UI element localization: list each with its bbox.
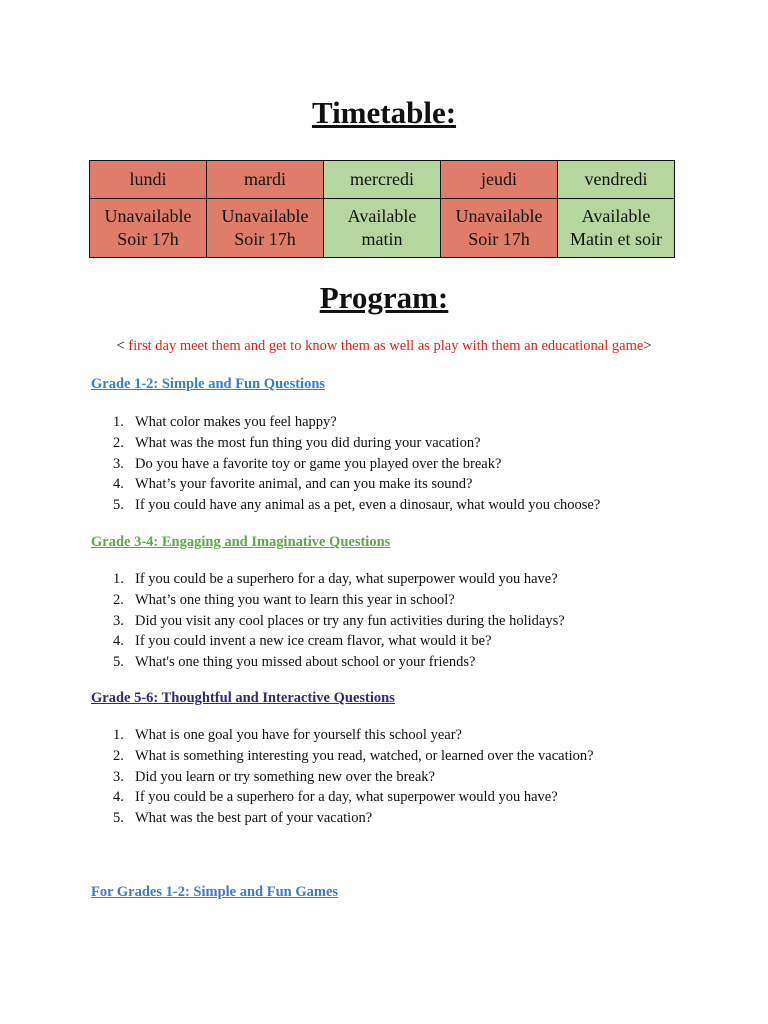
grade-5-6-questions — [0, 725, 594, 829]
program-title: Program: — [319, 280, 449, 315]
timetable-availability-row — [90, 199, 675, 258]
list-item: 1. What is one goal you have for yourself this school year? — [113, 727, 462, 743]
list-item: 3. Did you visit any cool places or try any fun activities during the holidays? — [113, 612, 565, 629]
day-cell-jeudi: jeudi — [441, 161, 558, 199]
day-cell-lundi: lundi — [90, 161, 207, 199]
availability-time: Soir 17h — [117, 229, 179, 249]
list-item: 4. What’s your favorite animal, and can you make its sound? — [113, 476, 473, 493]
program-intro — [0, 338, 768, 355]
list-item: 1. What color makes you feel happy? — [113, 414, 337, 430]
grade-1-2-heading[interactable]: Grade 1-2: Simple and Fun Questions — [91, 376, 326, 392]
availability-time: Soir 17h — [234, 229, 296, 249]
availability-time: matin — [361, 229, 403, 249]
availability-cell-jeudi — [441, 199, 558, 258]
grade-3-4-heading[interactable]: Grade 3-4: Engaging and Imaginative Questions — [91, 534, 391, 550]
timetable-table — [89, 160, 675, 258]
availability-cell-mercredi — [324, 199, 441, 258]
availability-time: Soir 17h — [468, 229, 530, 249]
availability-time: Matin et soir — [570, 229, 662, 249]
list-item: 5. What was the best part of your vacation? — [113, 810, 373, 827]
list-item: 1. If you could be a superhero for a day, what superpower would you have? — [113, 571, 558, 587]
timetable-day-row — [90, 161, 675, 199]
list-item: 2. What’s one thing you want to learn this year in school? — [113, 591, 455, 608]
intro-open-bracket: < — [116, 338, 129, 354]
games-grade-1-2-heading[interactable]: For Grades 1-2: Simple and Fun Games — [91, 884, 339, 900]
intro-text: first day meet them and get to know them as well as play with them an educational game — [128, 338, 644, 354]
list-item: 5. What's one thing you missed about school or your friends? — [113, 654, 476, 671]
list-item: 2. What was the most fun thing you did during your vacation? — [113, 434, 481, 451]
availability-status: Available — [347, 206, 417, 226]
intro-close-bracket: > — [643, 338, 652, 354]
availability-cell-lundi — [90, 199, 207, 258]
availability-cell-vendredi — [558, 199, 675, 258]
availability-status: Unavailable — [455, 206, 543, 226]
availability-cell-mardi — [207, 199, 324, 258]
list-item: 3. Did you learn or try something new over the break? — [113, 768, 435, 785]
grade-5-6-heading[interactable]: Grade 5-6: Thoughtful and Interactive Questions — [91, 690, 395, 706]
list-item: 2. What is something interesting you read, watched, or learned over the vacation? — [113, 747, 594, 764]
list-item: 4. If you could be a superhero for a day, what superpower would you have? — [113, 789, 558, 806]
timetable-title: Timetable: — [311, 95, 457, 130]
availability-status: Unavailable — [104, 206, 192, 226]
availability-status: Unavailable — [221, 206, 309, 226]
list-item: 5. If you could have any animal as a pet, even a dinosaur, what would you choose? — [113, 497, 601, 514]
day-cell-vendredi: vendredi — [558, 161, 675, 199]
grade-1-2-questions — [0, 412, 600, 516]
day-cell-mardi: mardi — [207, 161, 324, 199]
availability-status: Available — [581, 206, 651, 226]
list-item: 4. If you could invent a new ice cream flavor, what would it be? — [113, 633, 492, 650]
list-item: 3. Do you have a favorite toy or game you played over the break? — [113, 455, 502, 472]
grade-3-4-questions — [0, 569, 565, 673]
day-cell-mercredi: mercredi — [324, 161, 441, 199]
